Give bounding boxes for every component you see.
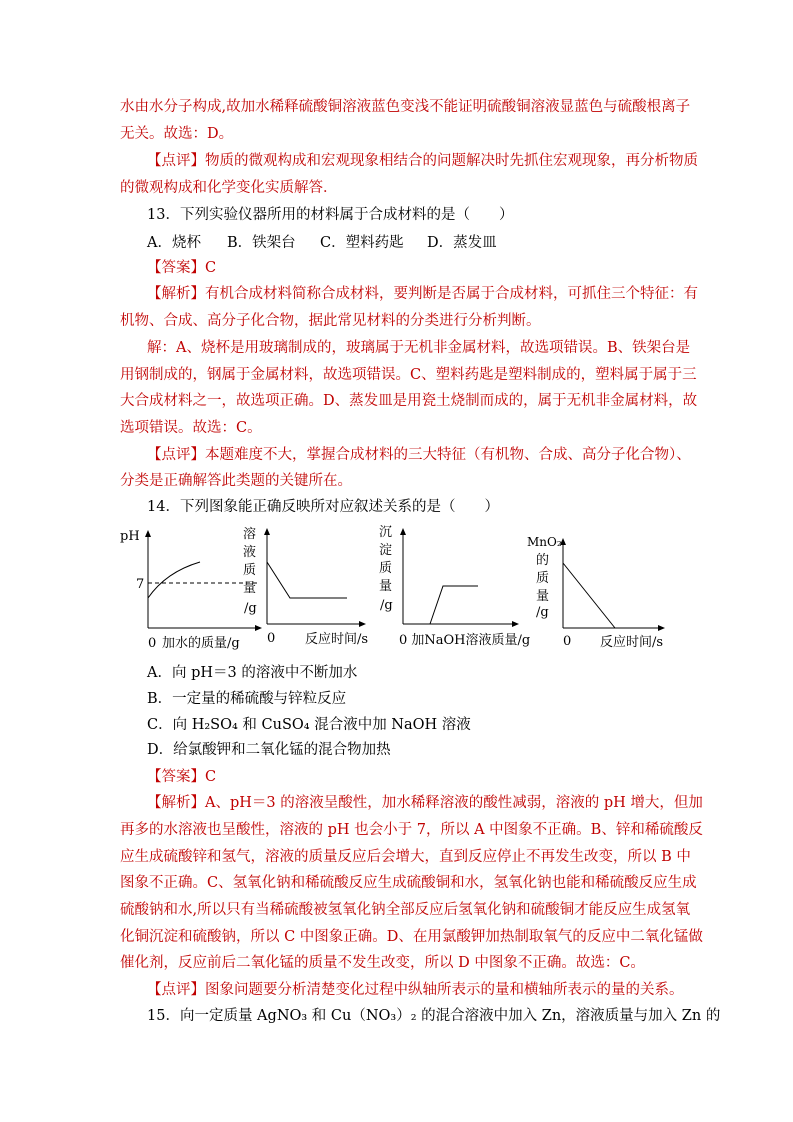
chart-b-y-label-1: 溶	[243, 527, 257, 542]
chart-c-x-arrow	[512, 621, 519, 627]
analysis-line: 【解析】有机合成材料简称合成材料，要判断是否属于合成材料，可抓住三个特征：有	[147, 286, 698, 302]
chart-c-y-label-4: 量	[379, 579, 393, 594]
chart-b-curve	[267, 562, 347, 598]
chart-c-y-label-2: 淀	[379, 543, 393, 558]
option-a: A．烧杯	[147, 235, 201, 251]
comment-line: 【点评】物质的微观构成和宏观现象相结合的问题解决时先抓住宏观现象，再分析物质	[147, 153, 698, 169]
chart-a-y-label: pH	[120, 529, 140, 544]
chart-b-origin: 0	[267, 631, 276, 646]
comment-line: 【点评】本题难度不大，掌握合成材料的三大特征（有机物、合成、高分子化合物）、	[147, 447, 691, 463]
option-c: C．塑料药匙	[320, 235, 404, 251]
answer-line: 【答案】C	[147, 260, 217, 276]
chart-b-y-label-3: 质	[243, 563, 257, 578]
comment-line: 【点评】图象问题要分析清楚变化过程中纵轴所表示的量和横轴所表示的量的关系。	[147, 982, 684, 998]
text-line: 机物、合成、高分子化合物，据此常见材料的分类进行分析判断。	[120, 313, 541, 329]
answer-line: 【答案】C	[147, 769, 217, 785]
chart-b-y-label-2: 液	[243, 545, 257, 560]
text-line: 硫酸钠和水,所以只有当稀硫酸被氢氧化钠全部反应后氢氧化钠和硫酸铜才能反应生成氢氧	[120, 902, 691, 918]
chart-d-y-label-2: 的	[536, 553, 550, 568]
text-line: 分类是正确解答此类题的关键所在。	[120, 473, 352, 489]
chart-b-y-label-5: /g	[244, 601, 257, 616]
chart-b	[240, 520, 375, 652]
chart-b-y-label-4: 量	[243, 581, 257, 596]
chart-b-x-label: 反应时间/s	[305, 632, 369, 647]
option-b: B．一定量的稀硫酸与锌粒反应	[147, 691, 347, 707]
chart-d-y-label-5: /g	[536, 605, 549, 620]
chart-c-y-arrow	[400, 528, 406, 535]
option-d: D．给氯酸钾和二氧化锰的混合物加热	[147, 742, 391, 758]
chart-c	[375, 520, 530, 652]
option-b: B．铁架台	[227, 235, 296, 251]
question-15: 15．向一定质量 AgNO₃ 和 Cu（NO₃）₂ 的混合溶液中加入 Zn，溶液质量与加入 Zn 的	[147, 1008, 721, 1024]
chart-c-y-label-1: 沉	[379, 525, 393, 540]
text-line: 大合成材料之一，故选项正确。D、蒸发皿是用瓷土烧制而成的，属于无机非金属材料，故	[120, 393, 698, 409]
text-line: 无关。故选：D。	[120, 126, 234, 142]
chart-a-x-label: 加水的质量/g	[162, 636, 240, 651]
chart-d-x-label: 反应时间/s	[600, 635, 664, 650]
text-line: 的微观构成和化学变化实质解答．	[120, 180, 338, 196]
question-14: 14．下列图象能正确反映所对应叙述关系的是（ ）	[147, 499, 499, 515]
chart-c-y-label-5: /g	[380, 598, 393, 613]
option-a: A．向 pH＝3 的溶液中不断加水	[147, 665, 358, 681]
option-d: D．蒸发皿	[427, 235, 497, 251]
text-line: 选项错误。故选：C。	[120, 420, 262, 436]
chart-d	[523, 520, 673, 652]
text-line: 应生成硫酸锌和氢气，溶液的质量反应后会增大，直到反应停止不再发生改变，所以 B 中	[120, 849, 691, 865]
question-13: 13．下列实验仪器所用的材料属于合成材料的是（ ）	[147, 207, 514, 223]
chart-d-origin: 0	[563, 634, 572, 649]
chart-d-y-label-3: 质	[536, 571, 550, 586]
chart-a-curve	[148, 562, 200, 598]
solution-line: 解：A、烧杯是用玻璃制成的，玻璃属于无机非金属材料，故选项错误。B、铁架台是	[147, 340, 691, 356]
option-c: C．向 H₂SO₄ 和 CuSO₄ 混合液中加 NaOH 溶液	[147, 717, 471, 733]
chart-b-x-arrow	[359, 621, 366, 627]
chart-d-x-arrow	[658, 625, 665, 631]
text-line: 水由水分子构成,故加水稀释硫酸铜溶液蓝色变浅不能证明硫酸铜溶液显蓝色与硫酸根离子	[120, 99, 691, 115]
chart-c-curve	[430, 586, 478, 624]
chart-c-x-label: 0 加NaOH溶液质量/g	[399, 633, 530, 648]
chart-d-y-label-4: 量	[536, 589, 550, 604]
chart-d-y-label-1: MnO₂	[527, 535, 562, 549]
chart-b-y-arrow	[264, 528, 270, 535]
text-line: 用钢制成的，钢属于金属材料，故选项错误。C、塑料药匙是塑料制成的，塑料属于属于三	[120, 367, 697, 383]
text-line: 化铜沉淀和硫酸钠，所以 C 中图象正确。D、在用氯酸钾加热制取氧气的反应中二氧化锰做	[120, 929, 703, 945]
chart-a-y-arrow	[145, 530, 151, 537]
chart-a-origin: 0	[148, 636, 157, 651]
text-line: 再多的水溶液也呈酸性，溶液的 pH 也会小于 7，所以 A 中图象不正确。B、锌和稀硫酸反	[120, 822, 703, 838]
text-line: 图象不正确。C、氢氧化钠和稀硫酸反应生成硫酸铜和水，氢氧化钠也能和稀硫酸反应生成	[120, 875, 697, 891]
chart-a-ref-label: 7	[136, 577, 145, 592]
chart-d-curve	[563, 563, 615, 628]
chart-c-y-label-3: 质	[379, 561, 393, 576]
text-line: 催化剂，反应前后二氧化锰的质量不发生改变，所以 D 中图象不正确。故选：C。	[120, 955, 645, 971]
analysis-line: 【解析】A、pH＝3 的溶液呈酸性，加水稀释溶液的酸性减弱，溶液的 pH 增大，但加	[147, 795, 703, 811]
